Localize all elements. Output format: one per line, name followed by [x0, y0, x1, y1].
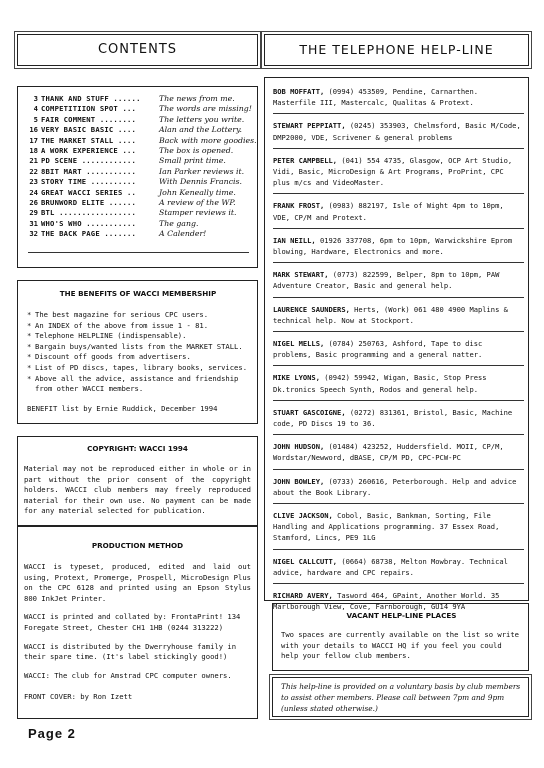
benefit-item — [27, 363, 249, 374]
helpline-contact — [273, 470, 524, 504]
contents-description: Stamper reviews it. — [159, 208, 237, 218]
helpline-contact — [273, 149, 524, 195]
contents-item — [28, 146, 257, 156]
benefit-text: The best magazine for serious CPC users. — [35, 310, 209, 319]
contact-details: Tasword 464, GPaint, Another World. 35 Marlborough View, Cove, Farnborough, GU14 9YA — [273, 591, 500, 612]
contents-page-number: 16 — [29, 125, 38, 135]
helpline-contact — [273, 194, 524, 228]
contents-title: VERY BASIC BASIC .... — [41, 125, 137, 135]
helpline-contact — [273, 401, 524, 435]
contents-description: The letters you write. — [159, 114, 245, 124]
contents-title: WHO'S WHO ........... — [41, 218, 137, 228]
contents-title: BRUNWORD ELITE ...... — [41, 198, 137, 208]
contents-header-box — [17, 34, 258, 66]
contents-list — [28, 94, 257, 240]
contact-name: JOHN BOWLEY, — [273, 476, 325, 486]
production-p5: FRONT COVER: by Ron Izett — [24, 692, 133, 702]
contact-name: FRANK FROST, — [273, 201, 325, 211]
contents-item — [28, 125, 257, 135]
contents-page-number: 32 — [29, 229, 38, 239]
contents-item — [28, 156, 257, 166]
contents-description: Small print time. — [159, 156, 226, 166]
contents-description: Alan and the Lottery. — [159, 125, 242, 135]
contents-description: The words are missing! — [159, 104, 252, 114]
helpline-contact — [273, 114, 524, 148]
production-p4: WACCI: The club for Amstrad CPC computer owners. — [24, 670, 232, 680]
helpline-contact — [273, 504, 524, 550]
contents-page-number: 24 — [29, 187, 38, 197]
contents-page-number: 26 — [29, 198, 38, 208]
contact-name: JOHN HUDSON, — [273, 442, 325, 452]
contact-details: 01926 337708, 6pm to 10pm, Warwickshire Eprom blowing, Hardware, Electronics and more. — [273, 235, 513, 257]
contents-item — [28, 136, 257, 146]
helpline-contact — [273, 263, 524, 297]
contact-details: (0942) 59942, Wigan, Basic, Stop Press Dk.tronics Speech Synth, Rodos and general help. — [273, 373, 487, 394]
benefit-text: List of PD discs, tapes, library books, services. — [35, 362, 248, 372]
contents-description: A Calender! — [159, 229, 207, 239]
benefit-item — [27, 352, 249, 363]
contents-description: With Dennis Francis. — [159, 177, 243, 187]
contents-item — [28, 94, 257, 104]
production-box — [17, 526, 258, 719]
contact-name: IAN NEILL, — [273, 235, 316, 245]
contact-details: (0784) 250763, Ashford, Tape to disc problems, Basic programming and a general natter. — [273, 339, 483, 360]
contact-name: STUART GASCOIGNE, — [273, 407, 346, 417]
contents-title: THE MARKET STALL .... — [41, 135, 137, 145]
contact-name: NIGEL MELLS, — [273, 339, 325, 349]
contact-name: NIGEL CALLCUTT, — [273, 556, 338, 566]
contents-page-number: 29 — [29, 208, 38, 218]
contents-title: FAIR COMMENT ........ — [41, 114, 137, 124]
contact-details: (0664) 68738, Melton Mowbray. Technical advice, hardware and CPC repairs. — [273, 556, 508, 577]
contents-item — [28, 188, 257, 198]
contact-details: (0733) 260616, Peterborough. Help and advice about the Book Library. — [273, 476, 517, 497]
production-heading: PRODUCTION METHOD — [91, 541, 184, 550]
contents-page-number: 31 — [29, 218, 38, 228]
contents-item — [28, 115, 257, 125]
benefit-item — [27, 321, 249, 332]
production-p3: WACCI is distributed by the Dwerryhouse family in their spare time. (It's label stickingly good!) — [24, 641, 237, 662]
copyright-heading: COPYRIGHT: WACCI 1994 — [87, 444, 188, 453]
contents-heading: CONTENTS — [97, 42, 178, 57]
bullet-icon: * — [27, 341, 32, 351]
contents-item — [28, 219, 257, 229]
contact-details: (041) 554 4735, Glasgow, OCP Art Studio, Vidi, Basic, MicroDesign & Art Programs, ProPrint, CPC plus m/cs and VideoMaster. — [273, 155, 513, 188]
contact-details: Herts, (Work) 061 480 4900 Maplins & technical help. Now at Stockport. — [273, 304, 508, 325]
contents-title: GREAT WACCI SERIES .. — [41, 187, 137, 197]
benefit-item — [27, 374, 249, 395]
vacant-heading: VACANT HELP-LINE PLACES — [346, 611, 457, 620]
contents-page-number: 17 — [29, 135, 38, 145]
bullet-icon: * — [27, 362, 32, 372]
contact-name: MARK STEWART, — [273, 270, 329, 280]
contents-title: STORY TIME .......... — [41, 177, 137, 187]
contents-description: The box is opened. — [159, 146, 234, 156]
contents-description: The gang. — [159, 218, 199, 228]
contents-page-number: 3 — [33, 94, 38, 103]
bullet-icon: * — [27, 373, 32, 383]
contact-details: (0994) 453509, Pendine, Carnarthen. Masterfile III, Mastercalc, Qualitas & Protext. — [273, 87, 478, 108]
benefit-item — [27, 331, 249, 342]
contact-name: BOB MOFFATT, — [273, 87, 325, 96]
helpline-contact — [273, 435, 524, 469]
benefit-text: Above all the advice, assistance and friendship from other WACCI members. — [35, 373, 239, 394]
contents-description: Back with more goodies. — [159, 135, 257, 145]
benefit-text: Telephone HELPLINE (indispensable). — [35, 331, 187, 341]
helpline-list — [273, 80, 524, 618]
contents-description: Ian Parker reviews it. — [159, 166, 245, 176]
contact-details: (0983) 882197, Isle of Wight 4pm to 10pm, VDE, CP/M and Protext. — [273, 201, 504, 222]
contents-description: John Keneally time. — [159, 187, 236, 197]
contact-name: RICHARD AVERY, — [273, 591, 333, 601]
vacant-box — [272, 603, 529, 671]
helpline-header-box — [264, 34, 529, 66]
helpline-contact — [273, 366, 524, 400]
benefit-text: Discount off goods from advertisers. — [35, 352, 191, 362]
contents-title: PD SCENE ............ — [41, 156, 137, 166]
contents-title: BTL ................. — [41, 208, 137, 218]
contact-name: STEWART PEPPIATT, — [273, 121, 346, 131]
contact-name: LAURENCE SAUNDERS, — [273, 304, 350, 314]
page-number: Page 2 — [28, 726, 76, 741]
helpline-contact — [273, 550, 524, 584]
contact-details: (0272) 831361, Bristol, Basic, Machine code, PD Discs 19 to 36. — [273, 407, 513, 429]
benefits-box — [17, 280, 258, 424]
voluntary-text: This help-line is provided on a voluntary basis by club members to assist other members. Please call between 7pm and 9pm (unless stated otherwise.) — [281, 682, 521, 713]
benefit-item — [27, 342, 249, 353]
contents-page-number: 21 — [29, 156, 38, 166]
helpline-contact — [273, 229, 524, 263]
contact-details: (01484) 423252, Huddersfield. MOII, CP/M, Wordstar/Newword, dBASE, CP/M PD, CPC-PCW-PC — [273, 442, 504, 463]
contents-title: THANK AND STUFF ...... — [41, 94, 141, 103]
contents-page-number: 18 — [29, 146, 38, 156]
bullet-icon: * — [27, 352, 32, 362]
contents-item — [28, 104, 257, 114]
benefits-heading: THE BENEFITS OF WACCI MEMBERSHIP — [59, 289, 217, 298]
contact-name: MIKE LYONS, — [273, 373, 320, 383]
contents-description: A review of the WP. — [159, 198, 236, 208]
helpline-contact — [273, 332, 524, 366]
contents-item — [28, 208, 257, 218]
bullet-icon: * — [27, 310, 32, 319]
copyright-box — [17, 436, 258, 526]
contents-page-number: 4 — [33, 104, 38, 114]
contents-item — [28, 177, 257, 187]
contact-details: (0245) 353903, Chelmsford, Basic M/Code, DMP2000, VDE, Scrivener & general problems — [273, 121, 521, 142]
helpline-list-box — [264, 77, 529, 612]
contact-details: (0773) 822599, Belper, 8pm to 10pm, PAW Adventure Creator, Basic and general help. — [273, 270, 500, 291]
contents-item — [28, 198, 257, 208]
benefits-footer: BENEFIT list by Ernie Ruddick, December 1994 — [27, 403, 218, 413]
vacant-text: Two spaces are currently available on the list so write with your details to WACCI HQ if you feel you could help your fellow club members. — [281, 630, 519, 661]
production-p1: WACCI is typeset, produced, edited and laid out using, Protext, Promerge, Prospell, MicroDesign Plus on the CPC 6128 and printed using an Epson Stylus 800 InkJet Printer. — [24, 562, 251, 603]
contents-title: THE BACK PAGE ....... — [41, 229, 137, 239]
helpline-heading: THE TELEPHONE HELP-LINE — [299, 42, 494, 57]
bullet-icon: * — [27, 331, 32, 341]
contents-divider — [28, 252, 249, 253]
copyright-text: Material may not be reproduced either in whole or in part without the prior consent of the copyright holders. WACCI club members may freely reproduced material for their own use. No payment can be made for any material selected for publication. — [24, 464, 251, 516]
contents-page-number: 23 — [29, 177, 38, 187]
contents-description: The news from me. — [159, 94, 235, 103]
contents-page-number: 22 — [29, 166, 38, 176]
contact-name: CLIVE JACKSON, — [273, 511, 333, 521]
contents-title: 8BIT MART ........... — [41, 166, 137, 176]
contents-list-box — [17, 86, 258, 268]
contents-page-number: 5 — [33, 114, 38, 124]
voluntary-box — [272, 677, 529, 717]
contact-details: Cobol, Basic, Bankman, Sorting, File Handling and Applications programming. 37 Essex Road, Stamford, Lincs, PE9 1LG — [273, 511, 500, 543]
contents-title: COMPETITIION SPOT ... — [41, 104, 137, 114]
contents-item — [28, 229, 257, 239]
helpline-contact — [273, 298, 524, 332]
contents-item — [28, 167, 257, 177]
contact-name: PETER CAMPBELL, — [273, 155, 338, 165]
bullet-icon: * — [27, 320, 32, 330]
benefit-text: Bargain buys/wanted lists from the MARKET STALL. — [35, 341, 243, 351]
benefits-list — [27, 310, 249, 395]
helpline-contact — [273, 80, 524, 114]
benefit-text: An INDEX of the above from issue 1 - 81. — [35, 320, 209, 330]
benefit-item — [27, 310, 249, 321]
contents-title: A WORK EXPERIENCE ... — [41, 146, 137, 156]
production-p2: WACCI is printed and collated by: FrontaPrint! 134 Foregate Street, Chester CH1 1HB (0244 313222) — [24, 612, 241, 632]
